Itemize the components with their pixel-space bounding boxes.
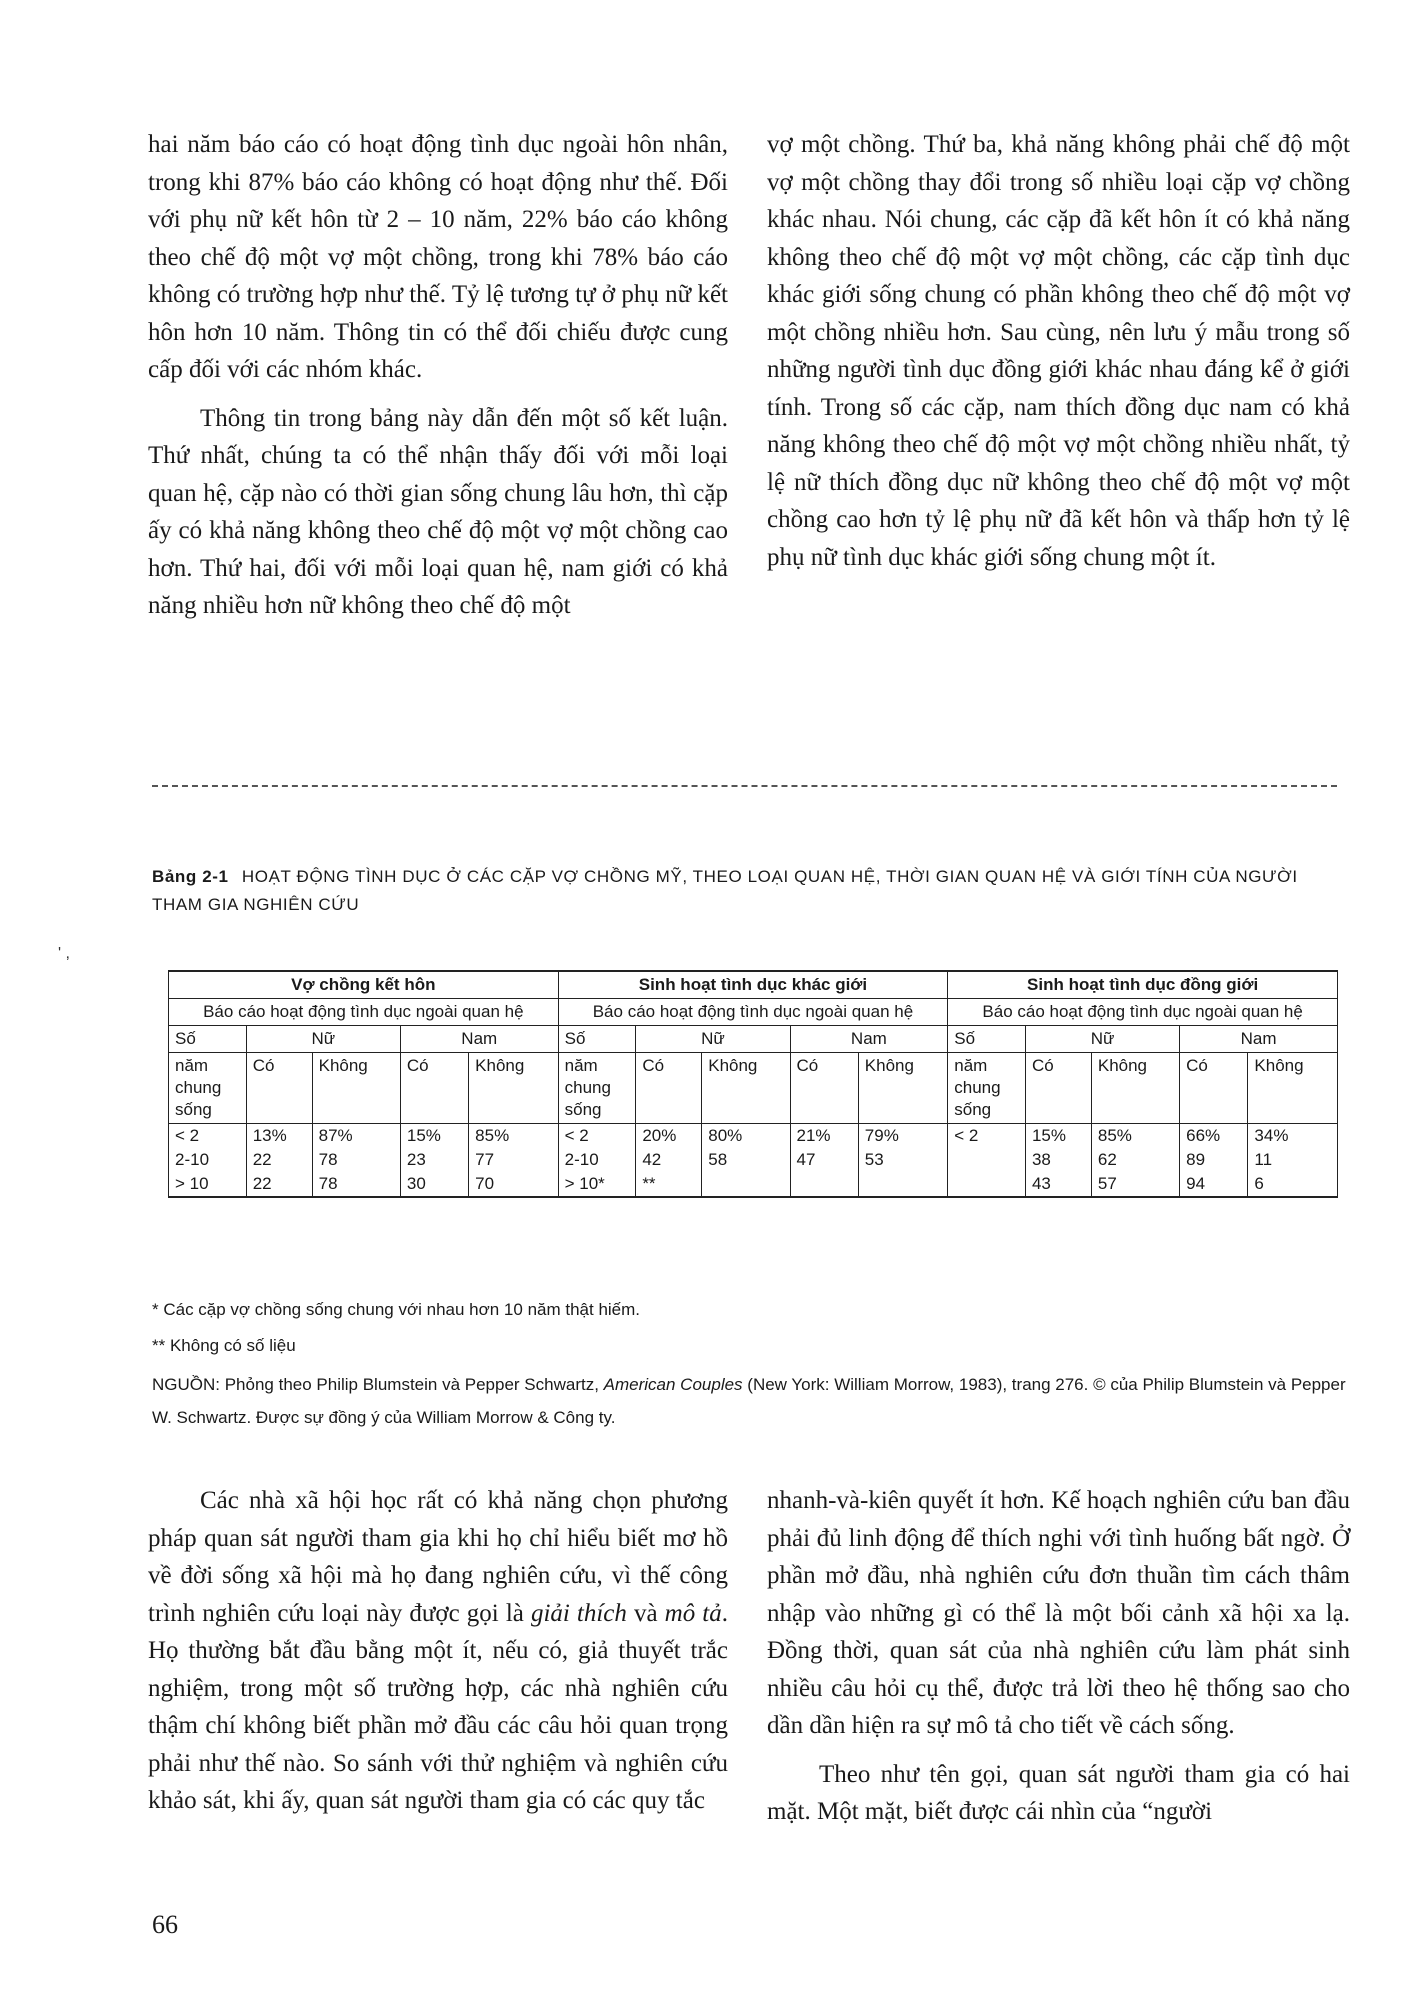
table-caption — [152, 863, 1352, 919]
years-cell: 2-10 — [169, 1148, 247, 1172]
value-cell: 13% — [246, 1124, 312, 1149]
data-table — [168, 970, 1338, 1198]
value-cell: 11 — [1248, 1148, 1338, 1172]
value-cell: 87% — [312, 1124, 400, 1149]
paragraph: Theo như tên gọi, quan sát người tham gia có hai mặt. Một mặt, biết được cái nhìn của “người — [767, 1760, 1350, 1825]
source-text: NGUỒN: Phỏng theo Philip Blumstein và Pepper Schwartz, — [152, 1375, 604, 1394]
female-header: Nữ — [246, 1026, 400, 1053]
emphasis: giải thích — [530, 1599, 627, 1627]
table-title: HOẠT ĐỘNG TÌNH DỤC Ở CÁC CẶP VỢ CHỒNG MỸ, THEO LOẠI QUAN HỆ, THỜI GIAN QUAN HỆ VÀ GIỚI TÍNH CỦA NGƯỜI THAM GIA NGHIÊN CỨU — [152, 867, 1298, 914]
value-cell: 15% — [400, 1124, 468, 1149]
footnote-2: ** Không có số liệu — [152, 1336, 296, 1355]
value-cell: 77 — [469, 1148, 558, 1172]
value-cell — [702, 1172, 790, 1197]
paragraph: hai năm báo cáo có hoạt động tình dục ngoài hôn nhân, trong khi 87% báo cáo không có hoạt động như thế. Đối với phụ nữ kết hôn từ 2 – 10 năm, 22% báo cáo không theo chế độ một vợ một chồng, trong khi 78% báo cáo không có trường hợp như thế. Tỷ lệ tương tự ở phụ nữ kết hôn hơn 10 năm. Thông tin có thể đối chiếu được cung cấp đối với các nhóm khác. — [148, 131, 728, 383]
male-header: Nam — [790, 1026, 948, 1053]
yes-header: Có — [790, 1053, 858, 1124]
years-cell — [948, 1172, 1026, 1197]
yes-header: Có — [400, 1053, 468, 1124]
value-cell: 85% — [469, 1124, 558, 1149]
top-right-column — [767, 126, 1350, 576]
value-cell — [858, 1172, 947, 1197]
value-cell: 42 — [636, 1148, 702, 1172]
bottom-left-column — [148, 1482, 728, 1820]
years-label: năm chung sống — [948, 1053, 1026, 1124]
group-header: Sinh hoạt tình dục khác giới — [558, 971, 948, 999]
years-cell: < 2 — [948, 1124, 1026, 1149]
so-label: Số — [948, 1026, 1026, 1053]
yes-no-row — [169, 1053, 1338, 1124]
value-cell: 6 — [1248, 1172, 1338, 1197]
value-cell: 22 — [246, 1172, 312, 1197]
paragraph: nhanh-và-kiên quyết ít hơn. Kế hoạch nghiên cứu ban đầu phải đủ linh động để thích nghi với tình huống bất ngờ. Ở phần mở đầu, nhà nghiên cứu đơn thuần tìm cách thâm nhập vào những gì có thể là một bối cảnh xã hội xa lạ. Đồng thời, quan sát của nhà nghiên cứu làm phát sinh nhiều câu hỏi cụ thể, được trả lời theo hệ thống sao cho dần dần hiện ra sự mô tả cho tiết về cách sống. — [767, 1487, 1350, 1739]
years-label: năm chung sống — [169, 1053, 247, 1124]
paragraph: vợ một chồng. Thứ ba, khả năng không phải chế độ một vợ một chồng thay đổi trong số nhiều loại cặp vợ chồng khác nhau. Nói chung, các cặp đã kết hôn ít có khả năng không theo chế độ một vợ một chồng, các cặp tình dục khác giới sống chung có phần không theo chế độ một vợ một chồng nhiều hơn. Sau cùng, nên lưu ý mẫu trong số những người tình dục đồng giới khác nhau đáng kể ở giới tính. Trong số các cặp, nam thích đồng dục nam có khả năng không theo chế độ một vợ một chồng nhiều nhất, tỷ lệ nữ thích đồng dục nữ không theo chế độ một vợ một chồng cao hơn tỷ lệ phụ nữ đã kết hôn và thấp hơn tỷ lệ phụ nữ tình dục khác giới sống chung một ít. — [767, 131, 1350, 571]
table-row — [169, 1148, 1338, 1172]
page-number: 66 — [152, 1910, 178, 1939]
years-cell: 2-10 — [558, 1148, 636, 1172]
subheader-row — [169, 999, 1338, 1026]
yes-header: Có — [1025, 1053, 1091, 1124]
no-header: Không — [469, 1053, 558, 1124]
value-cell — [790, 1172, 858, 1197]
source-note — [152, 1368, 1352, 1434]
value-cell: 22 — [246, 1148, 312, 1172]
emphasis: mô tả — [664, 1599, 722, 1627]
value-cell: 78 — [312, 1148, 400, 1172]
source-book-title: American Couples — [603, 1375, 743, 1394]
report-header: Báo cáo hoạt động tình dục ngoài quan hệ — [169, 999, 559, 1026]
no-header: Không — [702, 1053, 790, 1124]
table-row — [169, 1124, 1338, 1149]
years-label: năm chung sống — [558, 1053, 636, 1124]
female-header: Nữ — [636, 1026, 790, 1053]
years-cell: < 2 — [169, 1124, 247, 1149]
value-cell: 70 — [469, 1172, 558, 1197]
value-cell: 80% — [702, 1124, 790, 1149]
value-cell: 38 — [1025, 1148, 1091, 1172]
source-text: (New York: William Morrow, 1983), trang 276. © của Philip Blumstein và Pepper W. Schwartz. Được sự đồng ý của William Morrow & Công ty. — [152, 1375, 1346, 1427]
male-header: Nam — [400, 1026, 558, 1053]
text-run: và — [626, 1599, 665, 1627]
value-cell: 78 — [312, 1172, 400, 1197]
male-header: Nam — [1180, 1026, 1338, 1053]
report-header: Báo cáo hoạt động tình dục ngoài quan hệ — [948, 999, 1338, 1026]
yes-header: Có — [1180, 1053, 1248, 1124]
no-header: Không — [858, 1053, 947, 1124]
years-cell: < 2 — [558, 1124, 636, 1149]
gender-row — [169, 1026, 1338, 1053]
table-label: Bảng 2-1 — [152, 867, 229, 886]
value-cell: 62 — [1091, 1148, 1179, 1172]
so-label: Số — [558, 1026, 636, 1053]
group-header: Sinh hoạt tình dục đồng giới — [948, 971, 1338, 999]
female-header: Nữ — [1025, 1026, 1179, 1053]
value-cell: 53 — [858, 1148, 947, 1172]
value-cell: 89 — [1180, 1148, 1248, 1172]
value-cell: ** — [636, 1172, 702, 1197]
years-cell: > 10 — [169, 1172, 247, 1197]
margin-mark: ' , — [58, 945, 70, 962]
value-cell: 57 — [1091, 1172, 1179, 1197]
text-run: . Họ thường bắt đầu bằng một ít, nếu có, giả thuyết trắc nghiệm, trong một số trường hợp, các nhà nghiên cứu thậm chí không biết phần mở đầu các câu hỏi quan trọng phải như thế nào. So sánh với thử nghiệm và nghiên cứu khảo sát, khi ấy, quan sát người tham gia có các quy tắc — [148, 1599, 728, 1814]
value-cell: 30 — [400, 1172, 468, 1197]
value-cell: 47 — [790, 1148, 858, 1172]
value-cell: 85% — [1091, 1124, 1179, 1149]
value-cell: 66% — [1180, 1124, 1248, 1149]
value-cell: 58 — [702, 1148, 790, 1172]
value-cell: 21% — [790, 1124, 858, 1149]
value-cell: 94 — [1180, 1172, 1248, 1197]
value-cell: 43 — [1025, 1172, 1091, 1197]
group-header-row — [169, 971, 1338, 999]
value-cell: 23 — [400, 1148, 468, 1172]
yes-header: Có — [636, 1053, 702, 1124]
text-run: Các nhà xã hội học rất có khả năng chọn phương pháp quan sát người tham gia khi họ chỉ hiểu biết mơ hồ về đời sống xã hội mà họ đang nghiên cứu, vì thế công trình nghiên cứu loại này được gọi là — [148, 1487, 728, 1627]
bottom-right-column — [767, 1482, 1350, 1831]
paragraph — [148, 1482, 728, 1820]
no-header: Không — [1091, 1053, 1179, 1124]
report-header: Báo cáo hoạt động tình dục ngoài quan hệ — [558, 999, 948, 1026]
so-label: Số — [169, 1026, 247, 1053]
value-cell: 79% — [858, 1124, 947, 1149]
no-header: Không — [312, 1053, 400, 1124]
table-row — [169, 1172, 1338, 1197]
no-header: Không — [1248, 1053, 1338, 1124]
section-divider — [152, 785, 1337, 787]
years-cell — [948, 1148, 1026, 1172]
value-cell: 34% — [1248, 1124, 1338, 1149]
top-left-column — [148, 126, 728, 625]
yes-header: Có — [246, 1053, 312, 1124]
paragraph: Thông tin trong bảng này dẫn đến một số kết luận. Thứ nhất, chúng ta có thể nhận thấy đối với mỗi loại quan hệ, cặp nào có thời gian sống chung lâu hơn, thì cặp ấy có khả năng không theo chế độ một vợ một chồng cao hơn. Thứ hai, đối với mỗi loại quan hệ, nam giới có khả năng nhiều hơn nữ không theo chế độ một — [148, 404, 728, 619]
years-cell: > 10* — [558, 1172, 636, 1197]
group-header: Vợ chồng kết hôn — [169, 971, 559, 999]
value-cell: 20% — [636, 1124, 702, 1149]
footnote-1: * Các cặp vợ chồng sống chung với nhau hơn 10 năm thật hiếm. — [152, 1300, 641, 1319]
value-cell: 15% — [1025, 1124, 1091, 1149]
